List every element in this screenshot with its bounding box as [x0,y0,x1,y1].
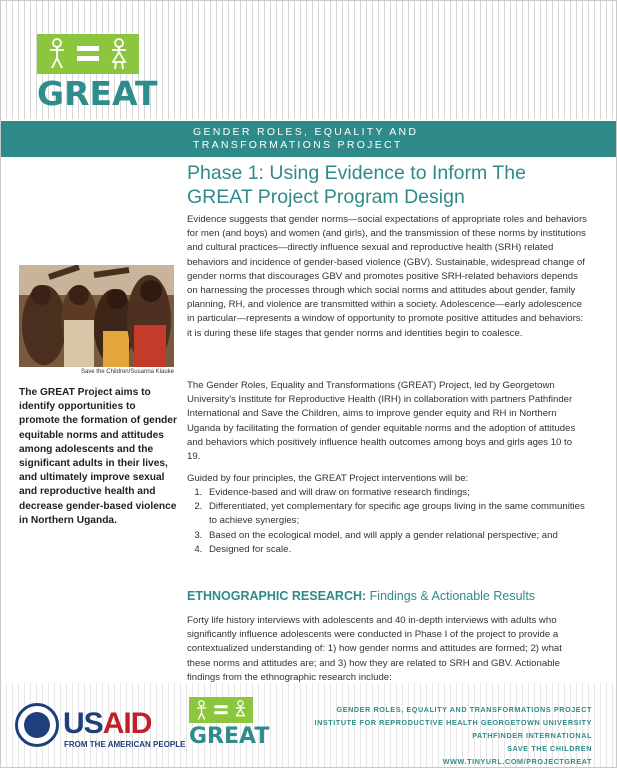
footer-line: SAVE THE CHILDREN [507,744,592,753]
children-photo-image [19,265,174,367]
boy-figure-icon [195,700,208,721]
children-photo [19,265,174,367]
footer-line: GENDER ROLES, EQUALITY AND TRANSFORMATIONS PROJECT [336,705,592,714]
project-banner [1,121,617,157]
principle-item: 1. Evidence-based and will draw on formative research findings; [205,486,587,500]
footer-logo-wordmark: GREAT [189,724,270,749]
section-heading-rest: Findings & Actionable Results [369,589,536,603]
principles-intro: Guided by four principles, the GREAT Project interventions will be: [187,473,469,484]
banner-text [193,126,493,152]
section-heading [187,589,535,603]
footer-url[interactable]: WWW.TINYURL.COM/PROJECTGREAT [442,757,592,766]
page-title: Phase 1: Using Evidence to Inform The GREAT Project Program Design [187,162,526,208]
paragraph-evidence: Evidence suggests that gender norms—social expectations of appropriate roles and behaviors for men (and boys) and women (and girls), and the transmission of these norms by institutions and cultural practices—directly influence sexual and reproductive health (SRH) related behaviors and incidence of gender-based violence (GBV). Sustainable, widespread change of gender norms that discourages GBV and promotes positive SRH-related behaviors depends on harnessing the processes through which social norms and attitudes about gender, family planning, RH, and violence are transmitted within a society. Adolescence—early adolescence in particular—represents a window of opportunity to promote positive attitudes and behaviors: it is during these life stages that gender norms and identities begin to coalesce. [187,214,587,339]
photo-credit: Save the Children/Susanna Klauke [80,369,174,375]
footer-logo-panel [189,697,253,723]
usaid-seal-icon [15,703,59,747]
section-heading-bold: ETHNOGRAPHIC RESEARCH: [187,589,367,603]
principle-item: 2. Differentiated, yet complementary for specific age groups living in the same communities to achieve synergies; [205,500,587,528]
footer [1,683,617,768]
great-logo [37,34,158,113]
girl-figure-icon [109,38,129,70]
footer-great-logo [189,697,270,750]
logo-figures-panel [37,34,139,74]
logo-wordmark: GREAT [37,74,158,113]
footer-contact [314,703,592,768]
banner-line-2: TRANSFORMATIONS PROJECT [193,139,403,151]
principle-item: 4. Designed for scale. [205,543,587,557]
girl-figure-icon [234,700,247,721]
equals-icon [77,44,99,64]
equals-icon [214,704,228,716]
footer-line: INSTITUTE FOR REPRODUCTIVE HEALTH GEORGETOWN UNIVERSITY [314,718,592,727]
footer-line: PATHFINDER INTERNATIONAL [472,731,592,740]
boy-figure-icon [47,38,67,70]
usaid-logo: USAID [63,707,152,740]
principle-item: 3. Based on the ecological model, and will apply a gender relational perspective; and [205,529,587,543]
principles-list [187,486,587,557]
banner-line-1: GENDER ROLES, EQUALITY AND [193,126,419,138]
paragraph-ethnographic: Forty life history interviews with adolescents and 40 in-depth interviews with adults who significantly influence adolescents were conducted in Phase I of the project to provide a contextualized understanding of: 1) how gender norms and attitudes are formed; 2) what these norms and attitudes are; and 3) how they are related to SRH and GBV. Actionable findings from the ethnographic research include: [187,615,562,683]
usaid-tagline: FROM THE AMERICAN PEOPLE [64,740,186,749]
sidebar-summary: The GREAT Project aims to identify opportunities to promote the formation of gender equitable norms and attitudes among adolescents and the significant adults in their lives, and ultimately improve sexual and reproductive health and decrease gender-based violence in Northern Uganda. [19,387,177,526]
paragraph-project: The Gender Roles, Equality and Transformations (GREAT) Project, led by Georgetown University's Institute for Reproductive Health (IRH) in collaboration with partners Pathfinder International and Save the Children, aims to improve gender equity and RH in Northern Uganda by facilitating the formation of gender equitable norms and the adoption of attitudes and behaviors which positively influence health outcomes among boys and girls ages 10 to 19. [187,380,576,463]
